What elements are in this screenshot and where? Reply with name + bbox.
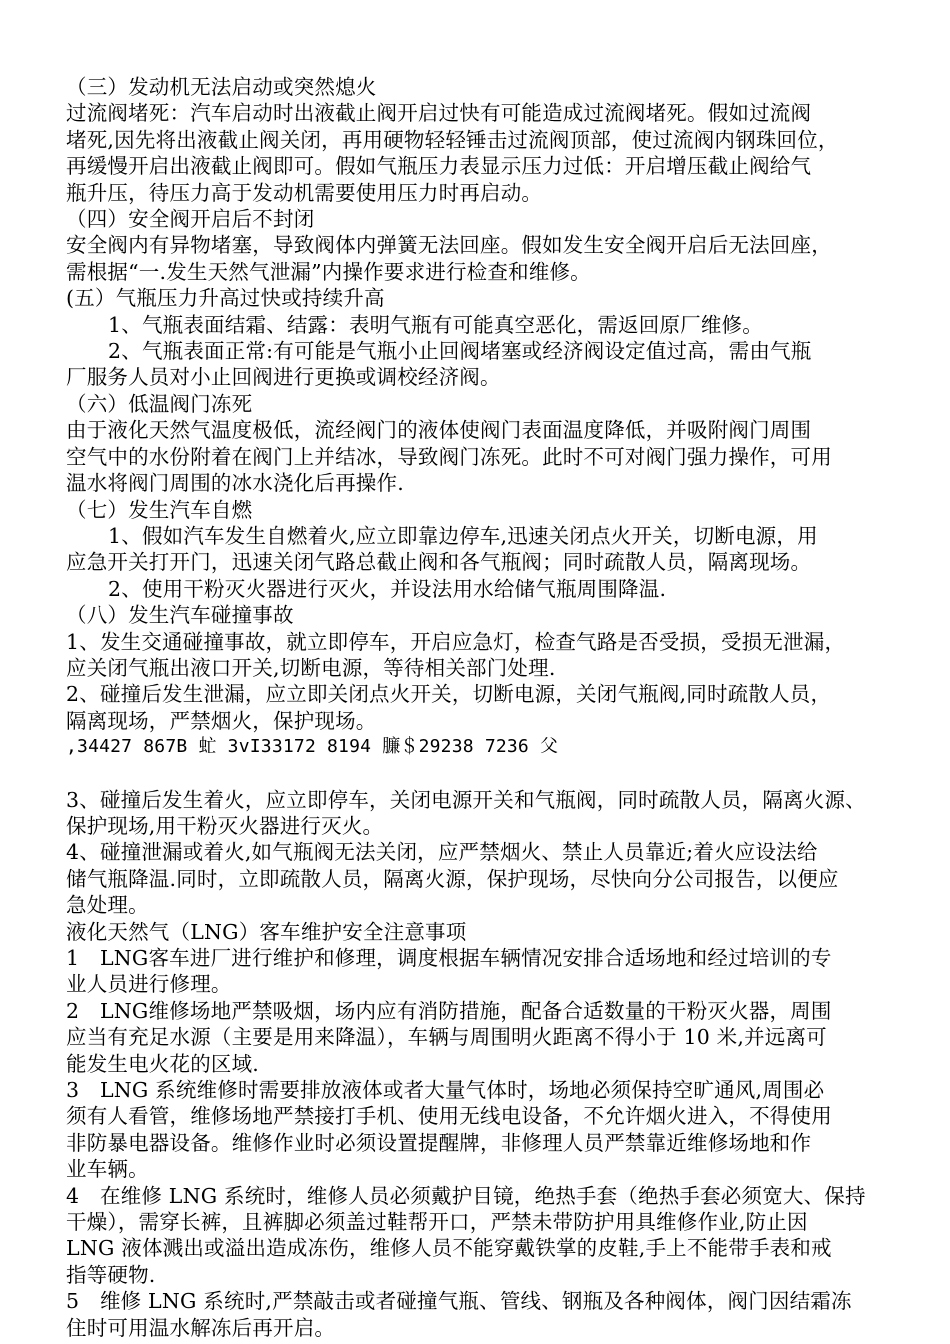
- paragraph-line: 再缓慢开启出液截止阀即可。假如气瓶压力表显示压力过低：开启增压截止阀给气: [66, 154, 812, 179]
- paragraph-line: 4、碰撞泄漏或着火,如气瓶阀无法关闭，应严禁烟火、禁止人员靠近;着火应设法给: [66, 840, 818, 865]
- list-item-continuation: 厂服务人员对小止回阀进行更换或调校经济阀。: [66, 365, 501, 390]
- section-heading: （三）发动机无法启动或突然熄火: [66, 75, 377, 99]
- paragraph-line: 3、碰撞后发生着火，应立即停车，关闭电源开关和气瓶阀，同时疏散人员，隔离火源、: [66, 787, 866, 812]
- paragraph-line: 隔离现场，严禁烟火，保护现场。: [66, 708, 377, 733]
- paragraph-line: 业人员进行修理。: [66, 972, 232, 997]
- paragraph-line: 安全阀内有异物堵塞，导致阀体内弹簧无法回座。假如发生安全阀开启后无法回座，: [66, 233, 832, 258]
- section-heading: （六）低温阀门冻死: [66, 391, 253, 416]
- paragraph-line: 能发生电火花的区域.: [66, 1051, 260, 1076]
- paragraph-line: 堵死,因先将出液截止阀关闭，再用硬物轻轻锤击过流阀顶部，使过流阀内钢珠回位，: [66, 127, 839, 152]
- paragraph-line: 1、发生交通碰撞事故，就立即停车，开启应急灯，检查气路是否受损，受损无泄漏，: [66, 629, 846, 654]
- paragraph-line: 应当有充足水源（主要是用来降温），车辆与周围明火距离不得小于 10 米,并远离可: [66, 1025, 827, 1050]
- list-item: 2、使用干粉灭火器进行灭火，并设法用水给储气瓶周围降温.: [108, 576, 667, 601]
- paragraph-line: 4 在维修 LNG 系统时，维修人员必须戴护目镜，绝热手套（绝热手套必须宽大、保持: [66, 1183, 866, 1208]
- paragraph-line: 保护现场,用干粉灭火器进行灭火。: [66, 813, 384, 838]
- blank-line: [66, 761, 884, 787]
- paragraph-line: 过流阀堵死：汽车启动时出液截止阀开启过快有可能造成过流阀堵死。假如过流阀: [66, 101, 812, 126]
- list-item: 1、气瓶表面结霜、结露：表明气瓶有可能真空恶化，需返回原厂维修。: [108, 312, 763, 337]
- paragraph-line: 5 维修 LNG 系统时,严禁敲击或者碰撞气瓶、管线、钢瓶及各种阀体，阀门因结霜冻: [66, 1289, 852, 1314]
- paragraph-line: 干燥），需穿长裤，且裤脚必须盖过鞋帮开口，严禁未带防护用具维修作业,防止因: [66, 1210, 808, 1235]
- paragraph-line: 须有人看管，维修场地严禁接打手机、使用无线电设备，不允许烟火进入，不得使用: [66, 1104, 832, 1129]
- list-item: 1、假如汽车发生自燃着火,应立即靠边停车,迅速关闭点火开关，切断电源，用: [108, 523, 818, 548]
- paragraph-line: 2、碰撞后发生泄漏，应立即关闭点火开关，切断电源，关闭气瓶阀,同时疏散人员，: [66, 682, 832, 707]
- paragraph-line: 由于液化天然气温度极低，流经阀门的液体使阀门表面温度降低，并吸附阀门周围: [66, 418, 812, 443]
- paragraph-line: 需根据“一.发生天然气泄漏”内操作要求进行检查和维修。: [66, 259, 591, 284]
- garbled-text-line: ,34427 867B 虻 3vI33172 8194 臁＄29238 7236 父: [66, 736, 559, 758]
- section-heading: (五）气瓶压力升高过快或持续升高: [66, 286, 385, 311]
- paragraph-line: 1 LNG客车进厂进行维护和修理，调度根据车辆情况安排合适场地和经过培训的专: [66, 946, 832, 970]
- document-page: [66, 74, 884, 1341]
- paragraph-line: 指等硬物.: [66, 1262, 156, 1287]
- section-heading: （七）发生汽车自燃: [66, 497, 253, 522]
- paragraph-line: 非防暴电器设备。维修作业时必须设置提醒牌，非修理人员严禁靠近维修场地和作: [66, 1130, 812, 1155]
- section-heading: （八）发生汽车碰撞事故: [66, 603, 294, 628]
- paragraph-line: 温水将阀门周围的冰水浇化后再操作.: [66, 471, 404, 496]
- paragraph-line: 2 LNG维修场地严禁吸烟，场内应有消防措施，配备合适数量的干粉灭火器，周围: [66, 998, 832, 1023]
- paragraph-line: 储气瓶降温.同时，立即疏散人员，隔离火源，保护现场，尽快向分公司报告，以便应: [66, 866, 839, 891]
- paragraph-line: LNG 液体溅出或溢出造成冻伤，维修人员不能穿戴铁掌的皮鞋,手上不能带手表和戒: [66, 1236, 832, 1261]
- paragraph-line: 应关闭气瓶出液口开关,切断电源，等待相关部门处理.: [66, 655, 556, 680]
- paragraph-line: 空气中的水份附着在阀门上并结冰，导致阀门冻死。此时不可对阀门强力操作，可用: [66, 444, 832, 469]
- paragraph-line: 业车辆。: [66, 1157, 149, 1182]
- paragraph-line: 瓶升压，待压力高于发动机需要使用压力时再启动。: [66, 180, 543, 205]
- paragraph-line: 住时可用温水解冻后再开启。: [66, 1315, 336, 1340]
- paragraph-line: 急处理。: [66, 893, 149, 918]
- list-item: 2、气瓶表面正常:有可能是气瓶小止回阀堵塞或经济阀设定值过高，需由气瓶: [108, 339, 812, 364]
- section-heading: 液化天然气（LNG）客车维护安全注意事项: [66, 919, 467, 944]
- paragraph-line: 3 LNG 系统维修时需要排放液体或者大量气体时，场地必须保持空旷通风,周围必: [66, 1078, 825, 1103]
- section-heading: （四）安全阀开启后不封闭: [66, 207, 315, 232]
- list-item-continuation: 应急开关打开门，迅速关闭气路总截止阀和各气瓶阀；同时疏散人员，隔离现场。: [66, 550, 812, 575]
